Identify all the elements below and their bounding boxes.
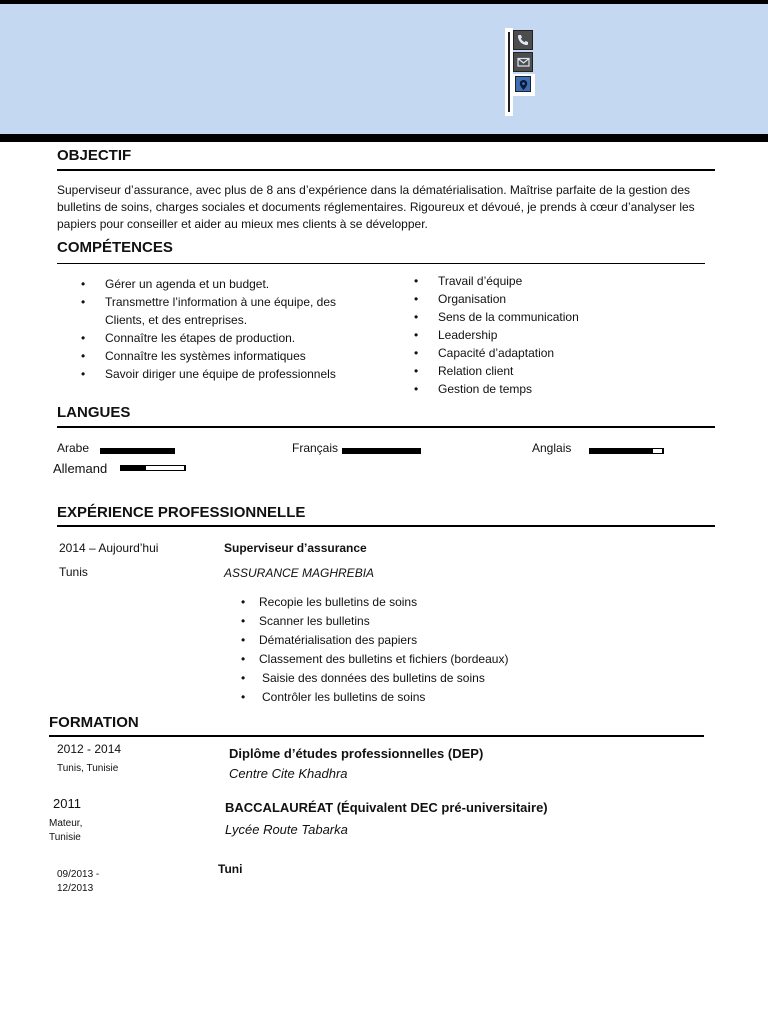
objectif-rule bbox=[57, 169, 715, 171]
competences-title: COMPÉTENCES bbox=[57, 239, 173, 256]
experience-task-list bbox=[241, 593, 561, 707]
contact-divider bbox=[508, 32, 510, 112]
formation-period: 2011 bbox=[53, 796, 81, 811]
langues-rule bbox=[57, 426, 715, 428]
language-level-bar bbox=[342, 448, 421, 454]
competences-rule bbox=[57, 263, 705, 264]
soft-skill-item: • Relation client bbox=[414, 362, 664, 380]
formation-degree: BACCALAURÉAT (Équivalent DEC pré-universitaire) bbox=[225, 800, 548, 815]
language-name: Français bbox=[292, 441, 339, 455]
formation-period: 2012 - 2014 bbox=[57, 742, 122, 756]
phone-icon bbox=[513, 30, 533, 50]
soft-skill-item: • Capacité d’adaptation bbox=[414, 344, 664, 362]
language-level-bar bbox=[100, 448, 175, 454]
experience-role: Superviseur d’assurance bbox=[224, 541, 367, 555]
experience-period: 2014 – Aujourd’hui bbox=[59, 541, 159, 555]
header-banner bbox=[0, 4, 768, 134]
language-name: Anglais bbox=[532, 441, 572, 455]
formation-degree: Diplôme d’études professionnelles (DEP) bbox=[229, 746, 484, 761]
experience-rule bbox=[57, 525, 715, 527]
task-item: • Classement des bulletins et fichiers (bordeaux) bbox=[241, 650, 561, 669]
task-item: • Scanner les bulletins bbox=[241, 612, 561, 631]
skill-item: • Connaître les étapes de production. bbox=[81, 329, 366, 347]
language-name: Arabe bbox=[57, 441, 90, 455]
task-item: • Saisie des données des bulletins de soins bbox=[241, 669, 561, 688]
task-item: • Recopie les bulletins de soins bbox=[241, 593, 561, 612]
language-level-bar bbox=[589, 448, 664, 454]
language-name: Allemand bbox=[53, 461, 108, 476]
skill-item: • Connaître les systèmes informatiques bbox=[81, 347, 366, 365]
objectif-text: Superviseur d’assurance, avec plus de 8 ans d’expérience dans la dématérialisation. Maîtrise parfaite de la gestion des bulletins de soins, charges sociales et documents réglementaires. Rigoureux et dévoué, je prends à cœur d’analyser les papiers pour conseiller et aider au mieux mes clients à se développer. bbox=[57, 183, 695, 231]
task-item: • Dématérialisation des papiers bbox=[241, 631, 561, 650]
language-level-bar bbox=[120, 465, 186, 471]
formation-school: Lycée Route Tabarka bbox=[225, 822, 348, 837]
experience-company: ASSURANCE MAGHREBIA bbox=[224, 566, 375, 580]
location-icon bbox=[515, 76, 531, 92]
task-item: • Contrôler les bulletins de soins bbox=[241, 688, 561, 707]
formation-place: Tunis, Tunisie bbox=[57, 763, 119, 774]
formation-title: FORMATION bbox=[49, 714, 139, 731]
soft-skill-item: • Sens de la communication bbox=[414, 308, 664, 326]
formation-rule bbox=[49, 735, 704, 737]
soft-skill-item: • Organisation bbox=[414, 290, 664, 308]
experience-title: EXPÉRIENCE PROFESSIONNELLE bbox=[57, 504, 306, 521]
formation-degree: Tuni bbox=[218, 862, 243, 876]
header-divider bbox=[0, 134, 768, 142]
skills-list-left bbox=[81, 275, 366, 383]
skill-item: • Gérer un agenda et un budget. bbox=[81, 275, 366, 293]
formation-school: Centre Cite Khadhra bbox=[229, 766, 348, 781]
langues-title: LANGUES bbox=[57, 404, 131, 421]
skill-item: • Transmettre l’information à une équipe, des Clients, et des entreprises. bbox=[81, 293, 366, 329]
email-icon bbox=[513, 52, 533, 72]
soft-skill-item: • Travail d’équipe bbox=[414, 272, 664, 290]
objectif-title: OBJECTIF bbox=[57, 147, 132, 164]
skill-item: • Savoir diriger une équipe de professionnels bbox=[81, 365, 366, 383]
skills-list-right bbox=[414, 272, 664, 398]
formation-place: Mateur, Tunisie bbox=[49, 818, 83, 843]
formation-period: 09/2013 - 12/2013 bbox=[57, 869, 100, 894]
soft-skill-item: • Leadership bbox=[414, 326, 664, 344]
soft-skill-item: • Gestion de temps bbox=[414, 380, 664, 398]
experience-city: Tunis bbox=[59, 565, 88, 579]
